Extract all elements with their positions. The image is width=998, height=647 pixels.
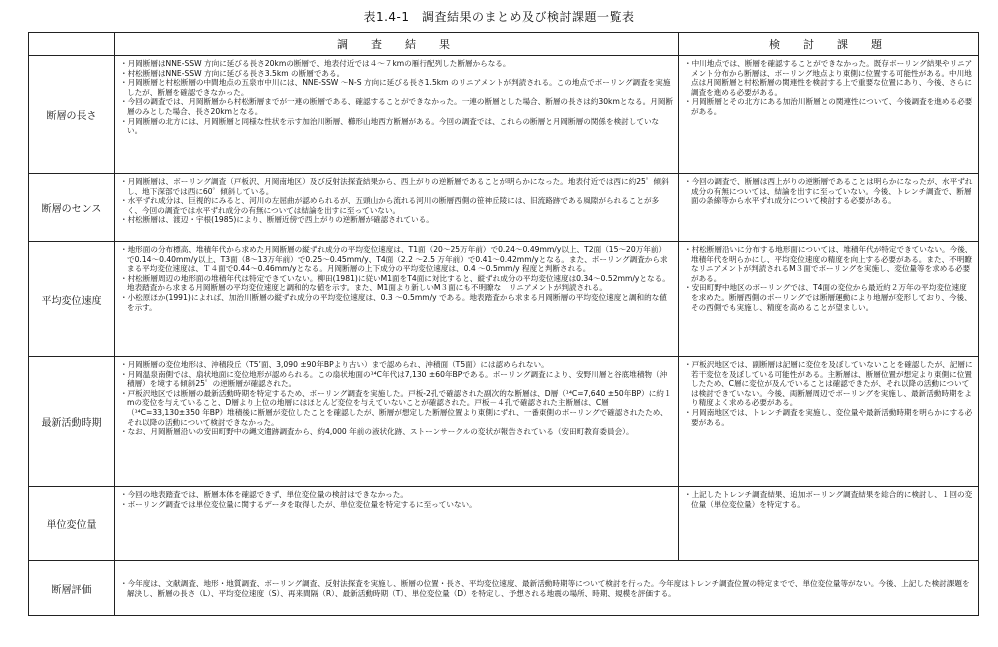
list-item: ・ 月岡南地区では、トレンチ調査を実施し、変位量や最新活動時期を明らかにする必要がある。 bbox=[684, 408, 973, 427]
evaluation-cell bbox=[115, 561, 979, 616]
result-cell bbox=[115, 357, 679, 487]
row-label: 断層のセンス bbox=[29, 174, 115, 242]
row-label: 単位変位量 bbox=[29, 487, 115, 561]
list-item: ・ 中川地点では、断層を確認することができなかった。既存ボーリング結果やリニアメント分布から断層は、ボーリング地点より東側に位置する可能性がある。中川地点は月岡断層と村松断層の関連性を検討する上で重要な位置にあり、今後、さらに調査を進める必要がある。 bbox=[684, 59, 973, 97]
result-cell bbox=[115, 174, 679, 242]
list-item: ・ 今回の調査で、断層は西上がりの逆断層であることは明らかになったが、水平ずれ成分の有無については、結論を出すに至っていない。今後、トレンチ調査で、断層面の条線等から水平ずれ成分について検討する必要がある。 bbox=[684, 177, 973, 206]
list-item: ・ なお、月岡断層沿いの安田町野中の縄文遺跡調査から、約4,000 年前の液状化跡、ストーンサークルの変状が報告されている（安田町教育委員会）。 bbox=[120, 427, 673, 437]
result-cell bbox=[115, 56, 679, 174]
table-row bbox=[29, 174, 979, 242]
row-label: 断層評価 bbox=[29, 561, 115, 616]
result-cell bbox=[115, 487, 679, 561]
list-item: ・ 小松原ほか(1991)によれば、加治川断層の縦ずれ成分の平均変位速度は、0.3 ～0.5mm/y である。地表踏査から求まる月岡断層の平均変位速度と調和的な値を示す。 bbox=[120, 293, 673, 312]
list-item: ・ 月岡温泉南側では、扇状地面に変位地形が認められる。この扇状地面の¹⁴C年代は7,130 ±60年BPである。ボーリング調査により、安野川層と谷底堆積物（沖積層）を境する傾斜25゜の逆断層が確認された。 bbox=[120, 370, 673, 389]
list-item: ・ 月岡断層は、ボーリング調査（戸板沢、月岡南地区）及び反射法探査結果から、西上がりの逆断層であることが明らかになった。地表付近では西に約25゜傾斜し、地下深部では西に60゜傾斜している。 bbox=[120, 177, 673, 196]
issue-cell bbox=[679, 56, 979, 174]
issue-cell bbox=[679, 242, 979, 357]
list-item: ・ 水平ずれ成分は、巨視的にみると、河川の左屈曲が認められるが、五頭山から流れる河川の断層西側の笹神丘陵には、旧流路跡である風隙がられることが多く、今回の調査では水平ずれ成分の有無については結論を出すに至っていない。 bbox=[120, 196, 673, 215]
row-label: 断層の長さ bbox=[29, 56, 115, 174]
header-issue: 検 討 課 題 bbox=[679, 33, 979, 56]
summary-table bbox=[28, 32, 979, 616]
header-row bbox=[29, 33, 979, 56]
list-item: ・ 地形面の分布標高、堆積年代から求めた月岡断層の縦ずれ成分の平均変位速度は、T1面（20～25万年前）で0.24～0.49mm/y以上、T2面（15～20万年前）で0.14～0.40mm/y以上、T3面（8～13万年前）で0.25～0.45mm/y、T4面（2.2 ～2.5 万年前）で0.41～0.42mm/yとなる。また、ボーリング調査から求まる平均変位速度は、Ｔ４面で0.44～0.46mm/yとなる。月岡断層の上下成分の平均変位速度は、0.4 ～0.5mm/y 程度と判断される。 bbox=[120, 245, 673, 274]
issue-cell bbox=[679, 357, 979, 487]
table-row bbox=[29, 357, 979, 487]
list-item: ・ 村松断層はNNE-SSW 方向に延びる長さ3.5km の断層である。 bbox=[120, 69, 673, 79]
list-item: ・ 月岡断層とその北方にある加治川断層との関連性について、今後調査を進める必要がある。 bbox=[684, 97, 973, 116]
table-row bbox=[29, 242, 979, 357]
list-item: ・ ボーリング調査では単位変位量に関するデータを取得したが、単位変位量を特定するに至っていない。 bbox=[120, 500, 673, 510]
list-item: ・ 上記したトレンチ調査結果、追加ボーリング調査結果を総合的に検討し、１回の変位量（単位変位量）を特定する。 bbox=[684, 490, 973, 509]
result-cell bbox=[115, 242, 679, 357]
list-item: ・ 月岡断層と村松断層の中間地点の五泉市中川には、NNE-SSW ～N-S 方向に延びる長さ1.5km のリニアメントが判読される。この地点でボーリング調査を実施したが、断層を確認できなかった。 bbox=[120, 78, 673, 97]
list-item: ・ 月岡断層の変位地形は、沖積段丘（T5’面、3,090 ±90年BPより古い）まで認められ、沖積面（T5面）には認められない。 bbox=[120, 360, 673, 370]
header-result: 調 査 結 果 bbox=[115, 33, 679, 56]
table-row bbox=[29, 56, 979, 174]
table-row bbox=[29, 561, 979, 616]
row-label: 平均変位速度 bbox=[29, 242, 115, 357]
list-item: ・ 村松断層周辺の地形面の堆積年代は特定できていない。柳田(1981)に従いM1面をT4面に対比すると、縦ずれ成分の平均変位速度は0.34～0.52mm/yとなる。地表踏査から求まる月岡断層の平均変位速度と調和的な値を示す。また、M1面より新しいM３面にも不明瞭な リニアメントが判読される。 bbox=[120, 274, 673, 293]
table-row bbox=[29, 487, 979, 561]
list-item: ・ 戸板沢地区では、副断層は記層に変位を及ぼしていないことを確認したが、記層に若干変位を及ぼしている可能性がある。主断層は、断層位置が想定より東側に位置したため、C層に変位が及んでいることは確認できたが、それ以降の活動については検討できていない。今後、両断層周辺でボーリングを実施し、最新活動時期をより精度よく求める必要がある。 bbox=[684, 360, 973, 408]
list-item: ・ 戸板沢地区では断層の最新活動時期を特定するため、ボーリング調査を実施した。戸板-2孔で確認された副次的な断層は、D層（¹⁴C=7,640 ±50年BP）に約１mの変位を与えていること、D層より上位の地層にはほとんど変位を与えていないことが確認された。戸板－４孔で確認された主断層は、C層（¹⁴C=33,130±350 年BP）堆積後に断層が変位したことを確認したが、断層が想定した断層位置より東側にずれ、一番東側のボーリングで確認されたため、それ以降の活動について検討できなかった。 bbox=[120, 389, 673, 427]
list-item: ・ 月岡断層はNNE-SSW 方向に延びる長さ20kmの断層で、地表付近では４～７kmの雁行配列した断層からなる。 bbox=[120, 59, 673, 69]
row-label: 最新活動時期 bbox=[29, 357, 115, 487]
header-corner bbox=[29, 33, 115, 56]
list-item: ・ 村松断層は、渡辺・宇根(1985)により、断層近傍で西上がりの逆断層が確認されている。 bbox=[120, 215, 673, 225]
issue-cell bbox=[679, 487, 979, 561]
list-item: ・ 今回の地表踏査では、断層本体を確認できず、単位変位量の検討はできなかった。 bbox=[120, 490, 673, 500]
list-item: ・ 月岡断層の北方には、月岡断層と同様な性状を示す加治川断層、櫛形山地西方断層がある。今回の調査では、これらの断層と月岡断層の関係を検討していない。 bbox=[120, 117, 673, 136]
evaluation-text: ・ 今年度は、文献調査、地形・地質調査、ボーリング調査、反射法探査を実施し、断層の位置・長さ、平均変位速度、最新活動時期等について検討を行った。今年度はトレンチ調査位置の特定までで、単位変位量等がない。今後、上記した検討課題を解決し、断層の長さ（L）、平均変位速度（S）、再来間隔（R）、最新活動時期（T）、単位変位量（D）を特定し、予想される地震の場所、時期、規模を評価する。 bbox=[120, 579, 973, 598]
list-item: ・ 村松断層沿いに分布する地形面については、堆積年代が特定できていない。今後、堆積年代を明らかにし、平均変位速度の精度を向上する必要がある。また、不明瞭なリニアメントが判読されるM３面でボーリングを実施し、変位量等を求める必要がある。 bbox=[684, 245, 973, 283]
list-item: ・ 安田町野中地区のボーリングでは、T4面の変位から最近約２万年の平均変位速度を求めた。断層西側のボーリングでは断層運動により地層が変形しており、今後、その西側でも実施し、精度を高めることが望ましい。 bbox=[684, 283, 973, 312]
list-item: ・ 今回の調査では、月岡断層から村松断層までが一連の断層である、確認することができなかった。一連の断層とした場合、断層の長さは約30kmとなる。月岡断層のみとした場合、長さ20kmとなる。 bbox=[120, 97, 673, 116]
issue-cell bbox=[679, 174, 979, 242]
table-title: 表1.4-1 調査結果のまとめ及び検討課題一覧表 bbox=[363, 10, 635, 24]
